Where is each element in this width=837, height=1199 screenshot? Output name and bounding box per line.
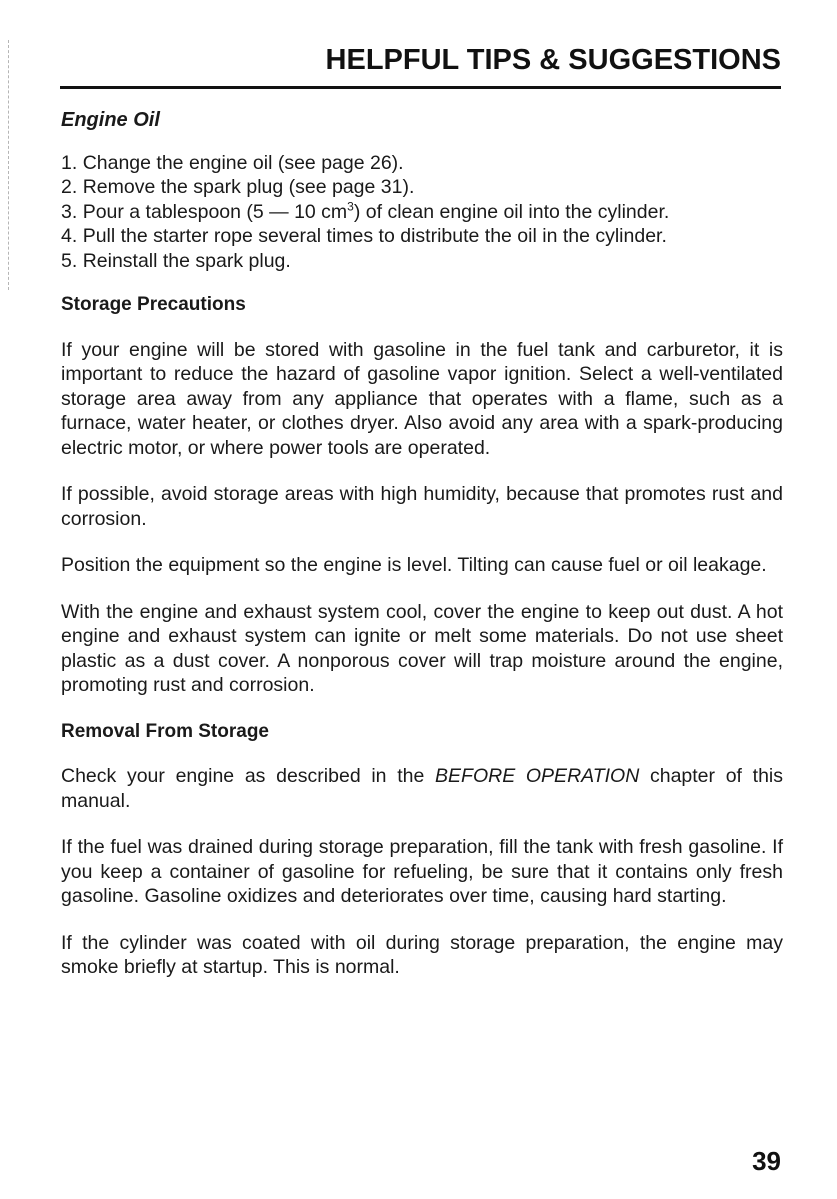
- page-content: [61, 108, 783, 1002]
- paragraph: If the cylinder was coated with oil during storage preparation, the engine may smoke briefly at startup. This is normal.: [61, 931, 783, 978]
- step-number: 1.: [61, 151, 78, 174]
- paragraph: With the engine and exhaust system cool, cover the engine to keep out dust. A hot engine and exhaust system can ignite or melt some materials. Do not use sheet plastic as a dust cover. A nonporous cover will trap moisture around the engine, promoting rust and corrosion.: [61, 600, 783, 696]
- paragraph: If possible, avoid storage areas with high humidity, because that promotes rust and corrosion.: [61, 483, 783, 530]
- step-text: Reinstall the spark plug.: [82, 249, 291, 272]
- engine-oil-steps: [61, 151, 783, 274]
- paragraph: If the fuel was drained during storage preparation, fill the tank with fresh gasoline. If you keep a container of gasoline for refueling, be sure that it contains only fresh gasoline. Gasoline oxidizes and deteriorates over time, causing hard starting.: [61, 836, 783, 907]
- superscript: 3: [347, 199, 354, 213]
- chapter-reference: BEFORE OPERATION: [435, 765, 640, 787]
- paragraph-text: Check your engine as described in the: [61, 765, 436, 787]
- paragraph: If your engine will be stored with gasoline in the fuel tank and carburetor, it is important to reduce the hazard of gasoline vapor ignition. Select a well-ventilated storage area away from any appliance that operates with a flame, such as a furnace, water heater, or clothes dryer. Also avoid any area with a spark-producing electric motor, or where power tools are operated.: [61, 338, 783, 459]
- step-text: Pull the starter rope several times to distribute the oil in the cylinder.: [82, 225, 667, 247]
- page-number: 39: [752, 1146, 781, 1176]
- step-number: 4.: [61, 225, 78, 247]
- page-title: HELPFUL TIPS & SUGGESTIONS: [325, 44, 781, 76]
- step-text: Remove the spark plug (see page 31).: [82, 176, 415, 198]
- step-number: 3.: [61, 200, 78, 223]
- engine-oil-heading: Engine Oil: [61, 109, 160, 131]
- paragraph: Position the equipment so the engine is level. Tilting can cause fuel or oil leakage.: [61, 554, 767, 576]
- storage-precautions-heading: Storage Precautions: [61, 294, 246, 315]
- list-item: [61, 224, 783, 249]
- list-item: [61, 151, 783, 176]
- step-number: 5.: [61, 249, 78, 272]
- step-text: ) of clean engine oil into the cylinder.: [353, 200, 670, 223]
- page-header: [60, 44, 781, 89]
- list-item: [61, 175, 783, 200]
- removal-from-storage-heading: Removal From Storage: [61, 720, 269, 742]
- step-text: Change the engine oil (see page 26).: [82, 151, 404, 174]
- list-item: [61, 200, 783, 225]
- list-item: [61, 249, 783, 274]
- page-margin-rule: [8, 40, 9, 290]
- step-number: 2.: [61, 176, 78, 198]
- paragraph-text: chapter of this manual.: [61, 765, 784, 812]
- paragraph: [61, 764, 783, 813]
- step-text: Pour a tablespoon (5 — 10 cm: [82, 200, 348, 223]
